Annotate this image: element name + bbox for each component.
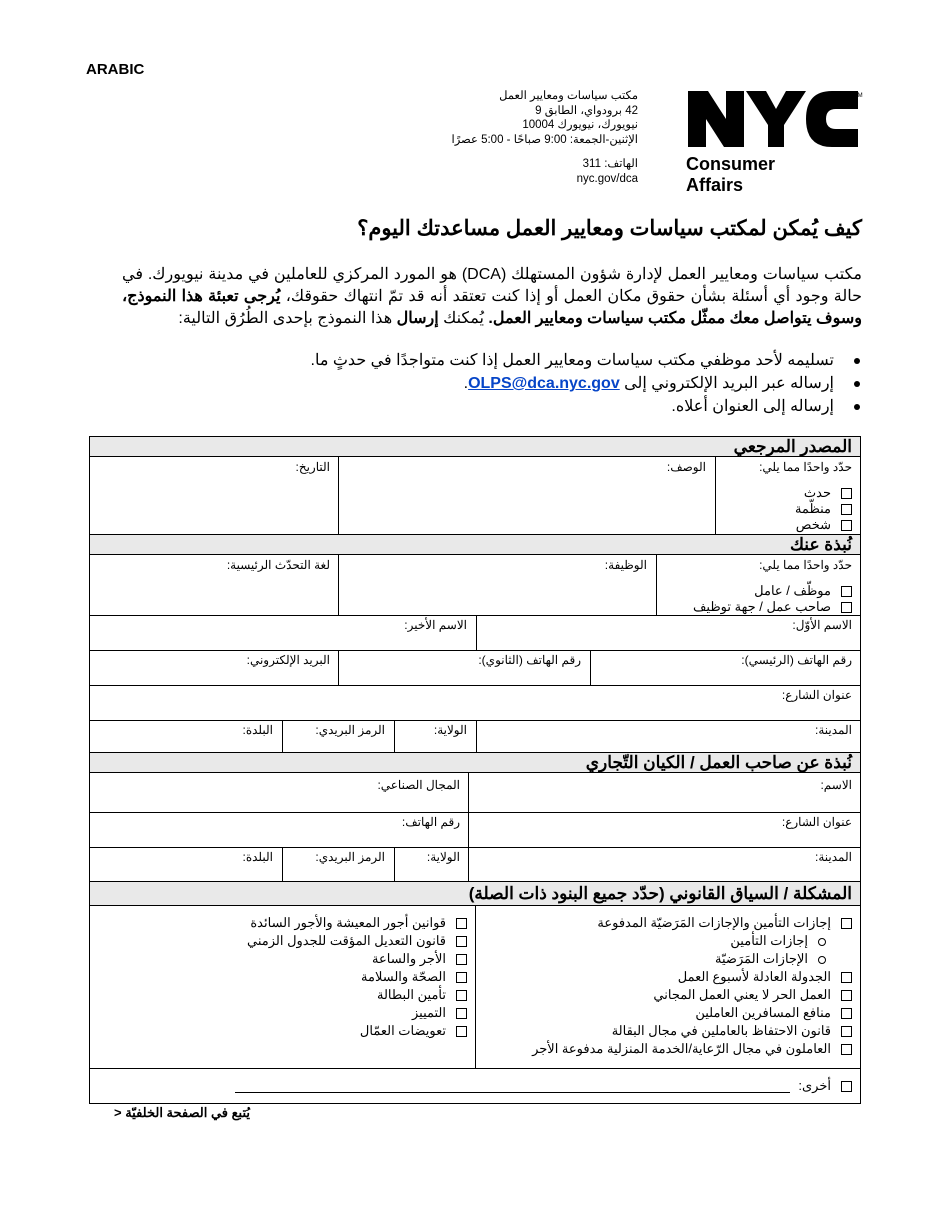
checkbox-person[interactable] [796,517,852,533]
continued-on-back-note: يُتبع في الصفحة الخلفيّة < [114,1105,250,1120]
checkbox-label: العمل الحر لا يعني العمل المجاني [653,987,831,1002]
checkbox-label: قوانين أجور المعيشة والأجور السائدة [250,915,446,930]
employer-city-field[interactable]: المدينة: [815,850,852,864]
employer-state-field[interactable]: الولاية: [426,850,460,864]
checkbox-icon[interactable] [456,972,467,983]
checkbox-workers-comp[interactable] [360,1023,467,1039]
checkbox-icon[interactable] [841,918,852,929]
checkbox-event[interactable] [804,485,852,501]
section-header-referral: المصدر المرجعي [90,436,860,457]
checkbox-label: أخرى: [798,1078,831,1093]
checkbox-organization[interactable] [795,501,852,517]
checkbox-icon[interactable] [841,972,852,983]
checkbox-icon[interactable] [456,918,467,929]
checkbox-icon[interactable] [841,586,852,597]
checkbox-icon[interactable] [456,1008,467,1019]
checkbox-icon[interactable] [841,1081,852,1092]
checkbox-label: الأجر والساعة [372,951,446,966]
street-address-field[interactable]: عنوان الشارع: [781,688,852,702]
radio-sick-leave[interactable] [715,951,826,967]
radio-icon[interactable] [818,938,826,946]
checkbox-label: منظّمة [794,501,831,516]
employer-phone-field[interactable]: رقم الهاتف: [401,815,460,829]
nyc-logo-icon [686,89,861,149]
checkbox-employee[interactable] [754,583,852,599]
language-field[interactable]: لغة التحدّث الرئيسية: [226,558,330,572]
checkbox-grocery-retention[interactable] [612,1023,852,1039]
list-item: تسليمه لأحد موظفي مكتب سياسات ومعايير العمل إذا كنت متواجدًا في حدثٍ ما. [134,349,834,372]
other-input-line[interactable] [235,1092,790,1093]
section-header-employer: نُبذة عن صاحب العمل / الكيان التّجاري [90,752,860,773]
checkbox-label: العاملون في مجال الرّعاية/الخدمة المنزلية مدفوعة الأجر [532,1041,831,1056]
list-item: إرساله إلى العنوان أعلاه. [134,395,834,418]
employer-name-field[interactable]: الاسم: [820,778,852,792]
intro-paragraph [122,264,862,330]
intro-bold: إرسال [396,310,439,327]
choose-one-label: حدّد واحدًا مما يلي: [759,460,852,474]
checkbox-commuter-benefits[interactable] [695,1005,852,1021]
checkbox-domestic-workers[interactable] [532,1041,852,1057]
list-item [134,372,834,395]
zip-field[interactable]: الرمز البريدي: [315,723,385,737]
checkbox-other[interactable] [798,1078,852,1094]
checkbox-icon[interactable] [456,1026,467,1037]
checkbox-icon[interactable] [841,488,852,499]
checkbox-label: صاحب عمل / جهة توظيف [692,599,831,614]
description-field[interactable]: الوصف: [666,460,706,474]
first-name-field[interactable]: الاسم الأوّل: [792,618,852,632]
office-hours: الإثنين-الجمعة: 9:00 صباحًا - 5:00 عصرًا [451,133,638,146]
office-address [388,89,638,186]
intro-text: مكتب سياسات ومعايير العمل لإدارة شؤون المستهلك (DCA) هو المورد المركزي للعاملين في مدينة نيويورك. في حالة وجود أي أسئلة بشأن حقوق مكان العمل أو إذا كنت تعتقد أنه قد تمّ انتهاك حقوقك، [122,266,863,305]
list-item-text: . [463,375,469,392]
checkbox-label: شخص [795,517,831,532]
checkbox-wage-hour[interactable] [372,951,467,967]
radio-icon[interactable] [818,956,826,964]
checkbox-icon[interactable] [841,504,852,515]
date-field[interactable]: التاريخ: [295,460,330,474]
address-line: 42 برودواي، الطابق 9 [535,104,638,117]
industry-field[interactable]: المجال الصناعي: [377,778,460,792]
employer-country-field[interactable]: البلدة: [242,850,273,864]
checkbox-safe-sick-leave[interactable] [597,915,852,931]
employer-street-field[interactable]: عنوان الشارع: [781,815,852,829]
checkbox-icon[interactable] [456,990,467,1001]
nyc-consumer-affairs-logo [686,89,861,193]
checkbox-label: موظّف / عامل [754,583,831,598]
svg-text:TM: TM [854,93,863,99]
checkbox-icon[interactable] [841,990,852,1001]
email-link[interactable]: OLPS@dca.nyc.gov [468,375,620,392]
office-phone: الهاتف: 311 [582,158,638,170]
checkbox-employer[interactable] [693,599,852,615]
checkbox-label: قانون الاحتفاظ بالعاملين في مجال البقالة [611,1023,831,1038]
office-website: nyc.gov/dca [576,172,638,185]
intake-form [89,436,861,1104]
choose-one-label: حدّد واحدًا مما يلي: [759,558,852,572]
secondary-phone-field[interactable]: رقم الهاتف (الثانوي): [478,653,581,667]
submission-methods-list [134,349,862,418]
email-field[interactable]: البريد الإلكتروني: [246,653,330,667]
section-header-about-you: نُبذة عنك [90,534,860,555]
checkbox-freelance[interactable] [653,987,852,1003]
checkbox-icon[interactable] [841,1008,852,1019]
checkbox-fair-workweek[interactable] [678,969,852,985]
checkbox-temporary-schedule[interactable] [247,933,467,949]
last-name-field[interactable]: الاسم الأخير: [404,618,467,632]
checkbox-icon[interactable] [841,1044,852,1055]
checkbox-label: منافع المسافرين العاملين [695,1005,831,1020]
intro-bold: يُرجى تعبئة هذا النموذج، وسوف يتواصل معك ممثّل مكتب سياسات ومعايير العمل. [122,288,862,327]
checkbox-label: التمييز [411,1005,446,1020]
checkbox-icon[interactable] [841,1026,852,1037]
checkbox-label: قانون التعديل المؤقت للجدول الزمني [246,933,446,948]
intro-text: هذا النموذج بإحدى الطُرُق التالية: [178,310,397,327]
address-line: نيويورك، نيويورك 10004 [522,119,638,131]
address-line: مكتب سياسات ومعايير العمل [499,90,638,102]
list-item-text: إرساله عبر البريد الإلكتروني إلى [619,375,834,392]
checkbox-label: إجازات التأمين والإجازات المَرَضيّة المدفوعة [597,915,831,930]
checkbox-label: تأمين البطالة [376,987,446,1002]
checkbox-icon[interactable] [841,520,852,531]
checkbox-icon[interactable] [456,954,467,965]
intro-text: يُمكنك [438,310,489,327]
checkbox-label: حدث [803,485,831,500]
radio-safe-leave[interactable] [730,933,826,949]
checkbox-label: الإجازات المَرَضيّة [715,951,808,966]
checkbox-label: الصحّة والسلامة [361,969,446,984]
logo-line-1: Consumer [686,154,776,174]
logo-line-2: Affairs [686,175,744,195]
checkbox-discrimination[interactable] [412,1005,467,1021]
checkbox-living-wage[interactable] [250,915,467,931]
checkbox-health-safety[interactable] [361,969,467,985]
employer-zip-field[interactable]: الرمز البريدي: [315,850,385,864]
language-tag: ARABIC [86,61,145,78]
primary-phone-field[interactable]: رقم الهاتف (الرئيسي): [741,653,852,667]
checkbox-label: إجازات التأمين [730,933,808,948]
state-field[interactable]: الولاية: [433,723,467,737]
checkbox-icon[interactable] [456,936,467,947]
checkbox-icon[interactable] [841,602,852,613]
job-field[interactable]: الوظيفة: [604,558,647,572]
checkbox-unemployment[interactable] [377,987,467,1003]
checkbox-label: تعويضات العمّال [359,1023,446,1038]
city-field[interactable]: المدينة: [815,723,852,737]
country-field[interactable]: البلدة: [242,723,273,737]
section-header-legal-issue: المشكلة / السياق القانوني (حدّد جميع البنود ذات الصلة) [90,881,860,906]
page-title: كيف يُمكن لمكتب سياسات ومعايير العمل مساعدتك اليوم؟ [357,217,862,240]
checkbox-label: الجدولة العادلة لأسبوع العمل [677,969,831,984]
